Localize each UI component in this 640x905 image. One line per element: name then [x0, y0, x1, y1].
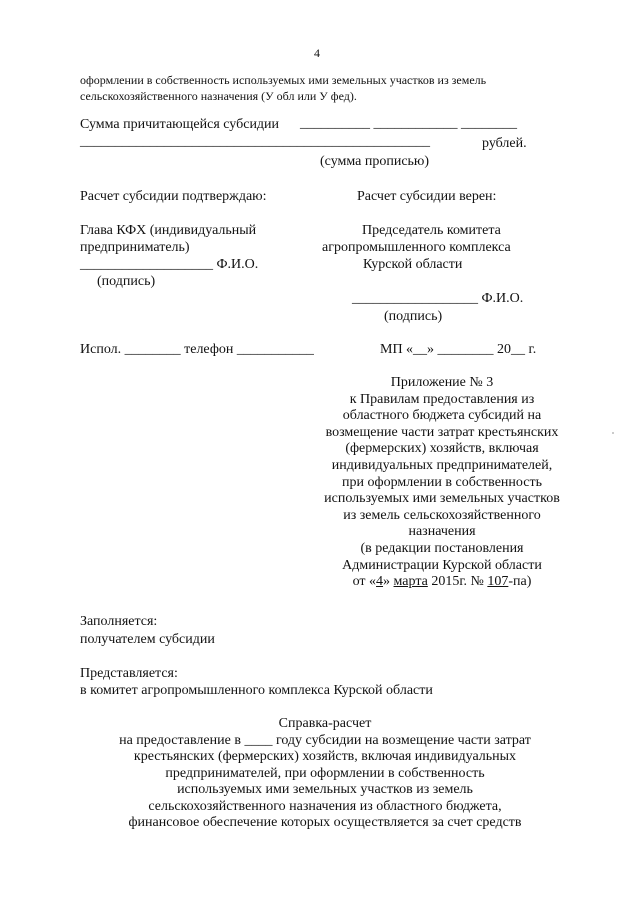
appendix-line: (фермерских) хозяйств, включая	[345, 441, 539, 457]
page-number: 4	[314, 46, 320, 60]
left-role-line-2: предприниматель)	[80, 240, 190, 255]
certificate-line: крестьянских (фермерских) хозяйств, включая индивидуальных	[133, 749, 517, 764]
certificate-line: предпринимателей, при оформлении в собственность	[165, 765, 485, 781]
right-role-line-2: агропромышленного комплекса	[322, 240, 511, 255]
left-signature: (подпись)	[97, 274, 156, 289]
appendix-line: областного бюджета субсидий на	[342, 408, 542, 424]
left-role-line-1: Глава КФХ (индивидуальный	[80, 223, 257, 238]
scan-speck	[612, 432, 614, 434]
appendix-block	[292, 375, 592, 591]
subsidy-label: Сумма причитающейся субсидии	[80, 117, 280, 132]
appendix-line: индивидуальных предпринимателей,	[331, 457, 553, 473]
left-heading: Расчет субсидии подтверждаю:	[80, 189, 267, 204]
subsidy-blank-2: __________________________________________________	[80, 134, 430, 149]
appendix-day: 4	[376, 574, 384, 590]
appendix-number: 107	[487, 574, 509, 590]
certificate-line: финансовое обеспечение которых осуществляется за счет средств	[128, 815, 522, 830]
appendix-line: Приложение № 3	[390, 375, 494, 390]
submitted-to-label: Представляется:	[80, 666, 178, 681]
appendix-line: назначения	[408, 524, 476, 540]
right-sign-line: __________________ Ф.И.О.	[352, 291, 524, 306]
subsidy-currency: рублей.	[482, 136, 527, 151]
subsidy-blank-1: __________ ____________ ________	[300, 116, 517, 131]
appendix-line: возмещение части затрат крестьянских	[325, 424, 559, 440]
appendix-line: Администрации Курской области	[342, 557, 542, 573]
right-heading: Расчет субсидии верен:	[357, 189, 497, 204]
submitted-to-value: в комитет агропромышленного комплекса Курской области	[80, 683, 433, 698]
filled-by-label: Заполняется:	[80, 614, 158, 629]
certificate-block	[80, 716, 570, 832]
certificate-line: используемых ими земельных участков из земель	[177, 782, 473, 797]
certificate-line: на предоставление в ____ году субсидии на возмещение части затрат	[119, 732, 531, 748]
right-role-line-1: Председатель комитета	[362, 223, 501, 238]
certificate-title: Справка-расчет	[278, 716, 372, 731]
executor-line: Испол. ________ телефон ___________	[80, 342, 314, 357]
appendix-line: из земель сельскохозяйственного	[343, 507, 541, 523]
right-role-line-3: Курской области	[363, 257, 463, 272]
appendix-month: марта	[393, 574, 428, 590]
subsidy-in-words: (сумма прописью)	[320, 154, 430, 169]
intro-line-2: сельскохозяйственного назначения (У обл или У фед).	[80, 89, 357, 103]
appendix-line: при оформлении в собственность	[342, 474, 542, 490]
certificate-line: сельскохозяйственного назначения из областного бюджета,	[148, 798, 502, 814]
appendix-date-line: от «4» марта 2015г. № 107-па)	[352, 574, 532, 590]
filled-by-value: получателем субсидии	[80, 632, 215, 647]
appendix-line: используемых ими земельных участков	[324, 491, 560, 507]
right-signature: (подпись)	[384, 309, 443, 324]
appendix-line: к Правилам предоставления из	[349, 391, 535, 407]
left-sign-line: ___________________ Ф.И.О.	[80, 257, 259, 272]
stamp-line: МП «__» ________ 20__ г.	[380, 342, 537, 357]
appendix-line: (в редакции постановления	[360, 540, 524, 556]
intro-line-1: оформлении в собственность используемых ими земельных участков из земель	[80, 73, 487, 87]
